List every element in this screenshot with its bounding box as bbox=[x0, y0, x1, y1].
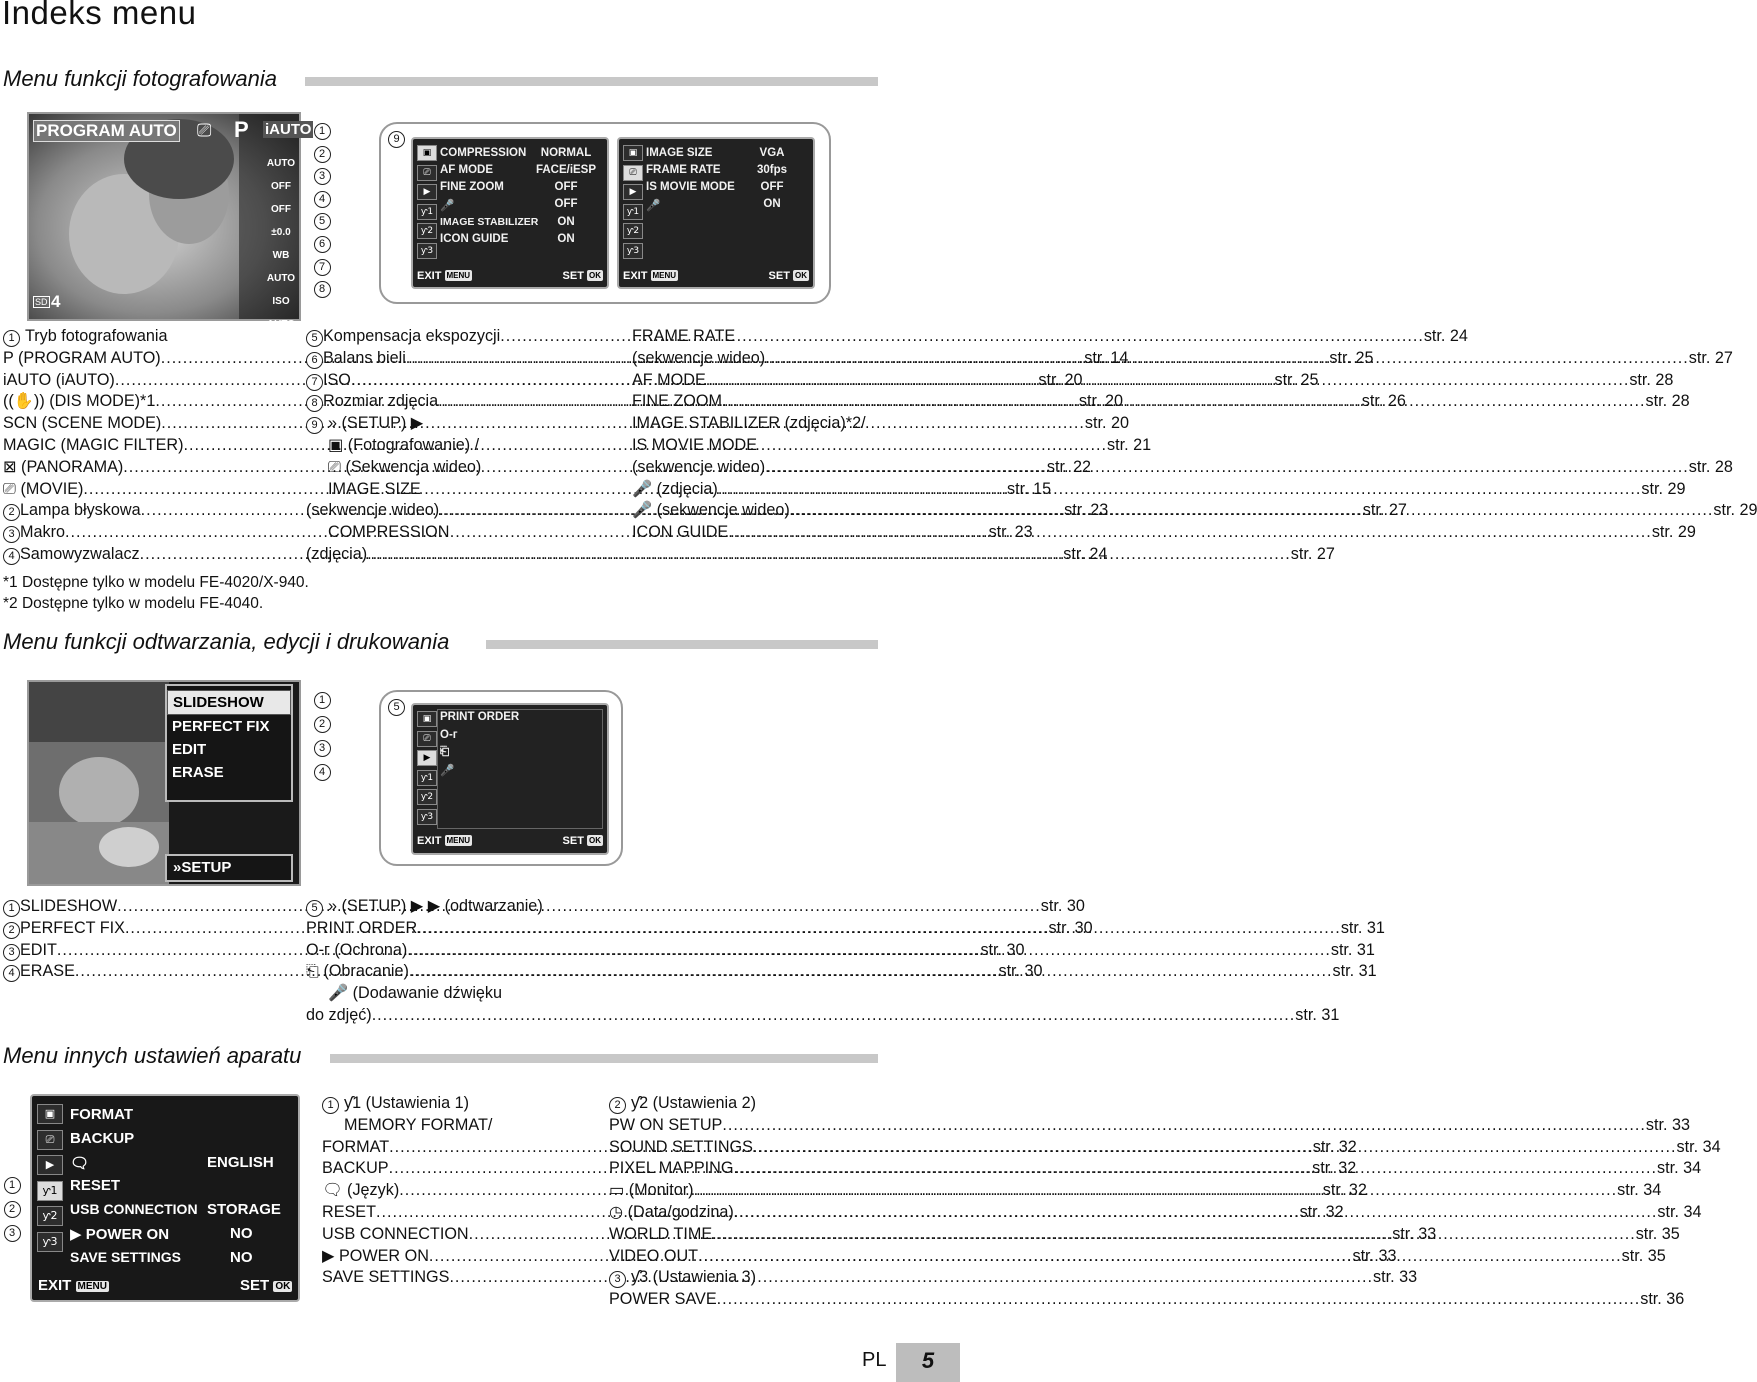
list-item: 5 Kompensacja ekspozycji ..... str. 24 bbox=[306, 326, 574, 348]
menu-item-sound-icon[interactable]: 🎤 bbox=[646, 200, 661, 212]
list-item: ▣ (Fotografowanie) / bbox=[328, 435, 480, 454]
list-item: BACKUP ..... str. 32 bbox=[322, 1158, 590, 1180]
list-item: POWER SAVE ..... str. 36 bbox=[609, 1289, 877, 1311]
list-item: AF MODE ..... str. 28 bbox=[632, 370, 877, 392]
tab-camera-icon[interactable]: ▣ bbox=[37, 1104, 63, 1124]
menu-item-image-stabilizer[interactable]: IMAGE STABILIZER bbox=[440, 216, 539, 228]
list-item: SOUND SETTINGS ..... str. 34 bbox=[609, 1137, 877, 1159]
callout-7: 7 bbox=[314, 259, 331, 276]
section-rule bbox=[486, 640, 878, 649]
callout-9: 9 bbox=[388, 131, 405, 148]
list-item: 3 ƴ3 (Ustawienia 3) bbox=[609, 1267, 877, 1289]
callout-3: 3 bbox=[314, 740, 331, 757]
list-item: (sekwencje wideo) ..... str. 28 bbox=[632, 457, 877, 479]
list-item: do zdjęć) ..... str. 31 bbox=[306, 1005, 574, 1027]
tab-setup3-icon[interactable]: ƴ3 bbox=[37, 1232, 63, 1252]
list-item: 4 Samowyzwalacz ..... str. 24 bbox=[3, 544, 271, 566]
list-item: 🎤 (Dodawanie dźwięku bbox=[328, 984, 503, 1003]
movie-icon: ⎚ bbox=[197, 120, 212, 141]
exit-button[interactable]: EXIT MENU bbox=[417, 835, 471, 847]
menu-item-is-movie-mode[interactable]: IS MOVIE MODE bbox=[646, 181, 735, 193]
list-item: 🎤 (sekwencje wideo) ..... str. 29 bbox=[632, 500, 877, 522]
list-item: 5 » (SETUP) ▶ ▶ (odtwarzanie) bbox=[306, 896, 574, 918]
callout-4: 4 bbox=[314, 191, 331, 208]
list-item: VIDEO OUT ..... str. 35 bbox=[609, 1246, 877, 1268]
iso-icon: ISO AUTO bbox=[266, 296, 296, 330]
menu-item-language-icon[interactable]: 🗨 bbox=[70, 1155, 90, 1172]
list-item: MAGIC (MAGIC FILTER) ..... str. 21 bbox=[3, 435, 271, 457]
list-item: WORLD TIME ..... str. 35 bbox=[609, 1224, 877, 1246]
list-item: ⊠ (PANORAMA) ..... str. 22 bbox=[3, 457, 271, 479]
ok-key-icon: OK bbox=[589, 836, 601, 845]
tab-playback-icon[interactable]: ▶ bbox=[37, 1155, 63, 1175]
menu-item-slideshow[interactable]: SLIDESHOW bbox=[167, 690, 291, 715]
tab-setup2-icon[interactable]: ƴ2 bbox=[623, 223, 643, 239]
shooting-menu-right bbox=[617, 137, 815, 289]
image-size-icon: 14M bbox=[271, 342, 291, 353]
list-item: 🎤 (zdjęcia) ..... str. 29 bbox=[632, 479, 877, 501]
playback-setup-menu bbox=[411, 703, 609, 855]
menu-item-save-settings[interactable]: SAVE SETTINGS bbox=[70, 1249, 181, 1265]
menu-value-save-settings: NO bbox=[230, 1249, 253, 1266]
menu-value-fine-zoom: OFF bbox=[554, 181, 578, 193]
tab-movie-icon[interactable]: ⎚ bbox=[37, 1130, 63, 1150]
menu-item-usb-connection[interactable]: USB CONNECTION bbox=[70, 1201, 198, 1217]
menu-value-is-movie-mode: OFF bbox=[760, 181, 784, 193]
menu-key-icon: MENU bbox=[77, 1281, 107, 1292]
list-item: 🗨 (Język) ..... str. 32 bbox=[322, 1180, 590, 1202]
program-mode-icon: P bbox=[234, 117, 249, 142]
list-item: RESET ..... str. 32 bbox=[322, 1202, 590, 1224]
list-item: ▭ (Monitor) ..... str. 34 bbox=[609, 1180, 877, 1202]
list-item: 1 SLIDESHOW ..... str. 30 bbox=[3, 896, 271, 918]
list-item: USB CONNECTION ..... str. 33 bbox=[322, 1224, 590, 1246]
menu-tabs bbox=[623, 145, 645, 262]
menu-item-compression[interactable]: COMPRESSION bbox=[440, 147, 527, 159]
list-item: MEMORY FORMAT/ bbox=[344, 1115, 493, 1134]
tab-playback-icon[interactable]: ▶ bbox=[417, 750, 437, 766]
footnote-1: *1 Dostępne tylko w modelu FE-4020/X-940. bbox=[3, 574, 309, 591]
callouts-settings bbox=[3, 1172, 21, 1244]
menu-value-icon-guide: ON bbox=[557, 233, 575, 245]
callout-2: 2 bbox=[314, 146, 331, 163]
list-item: 2 PERFECT FIX ..... str. 30 bbox=[3, 918, 271, 940]
playback-screen bbox=[27, 680, 301, 886]
callout-2: 2 bbox=[4, 1201, 21, 1218]
exit-button[interactable]: EXIT MENU bbox=[38, 1277, 107, 1294]
shots-remaining: 4 bbox=[51, 292, 61, 311]
list-item: FRAME RATE bbox=[632, 327, 736, 345]
callout-5: 5 bbox=[388, 699, 405, 716]
callout-5: 5 bbox=[314, 213, 331, 230]
page-title: Indeks menu bbox=[2, 0, 197, 31]
flash-auto-icon: AUTO bbox=[266, 158, 296, 169]
tab-camera-icon[interactable]: ▣ bbox=[417, 145, 437, 161]
settings-menu bbox=[30, 1094, 300, 1302]
list-item: ICON GUIDE ..... str. 29 bbox=[632, 522, 877, 544]
menu-item-backup[interactable]: BACKUP bbox=[70, 1130, 135, 1147]
section-title-shooting: Menu funkcji fotografowania bbox=[3, 66, 277, 91]
menu-value-image-stabilizer: ON bbox=[557, 216, 575, 228]
list-item: FORMAT ..... str. 32 bbox=[322, 1137, 590, 1159]
menu-item-icon-guide[interactable]: ICON GUIDE bbox=[440, 233, 509, 245]
setup-label: »SETUP bbox=[173, 859, 232, 876]
menu-item-sound-icon[interactable]: 🎤 bbox=[440, 765, 455, 777]
callout-2: 2 bbox=[314, 716, 331, 733]
list-item: (sekwencje wideo) ..... str. 27 bbox=[306, 500, 574, 522]
callout-1: 1 bbox=[314, 692, 331, 709]
photo-mother-baby bbox=[29, 114, 299, 319]
tab-movie-icon[interactable]: ⎚ bbox=[623, 165, 643, 181]
ok-key-icon: OK bbox=[275, 1281, 291, 1292]
ok-key-icon: OK bbox=[589, 271, 601, 280]
menu-item-reset[interactable]: RESET bbox=[70, 1177, 121, 1194]
tab-camera-icon[interactable]: ▣ bbox=[417, 711, 437, 727]
list-item: ▶ POWER ON ..... str. 33 bbox=[322, 1246, 590, 1268]
list-item: 1 Tryb fotografowania bbox=[3, 326, 271, 348]
menu-value-sound: ON bbox=[763, 198, 781, 210]
set-button[interactable]: SET OK bbox=[562, 270, 601, 282]
section-title-settings: Menu innych ustawień aparatu bbox=[3, 1043, 302, 1068]
menu-item-frame-rate[interactable]: FRAME RATE bbox=[646, 164, 721, 176]
tab-playback-icon[interactable]: ▶ bbox=[623, 184, 643, 200]
menu-tabs bbox=[417, 711, 439, 828]
callout-6: 6 bbox=[314, 236, 331, 253]
menu-value-power-on: NO bbox=[230, 1225, 253, 1242]
list-item: ◷ (Data/godzina) ..... str. 34 bbox=[609, 1202, 877, 1224]
tab-setup2-icon[interactable]: ƴ2 bbox=[37, 1206, 63, 1226]
menu-value-language: ENGLISH bbox=[207, 1154, 274, 1171]
tab-setup1-icon[interactable]: ƴ1 bbox=[37, 1181, 63, 1201]
language-tag: PL bbox=[862, 1349, 887, 1371]
list-item: SCN (SCENE MODE) ..... str. 20 bbox=[3, 413, 271, 435]
menu-panel bbox=[437, 709, 603, 829]
list-item: 2 ƴ2 (Ustawienia 2) bbox=[609, 1093, 877, 1115]
menu-item-sound-icon[interactable]: 🎤 bbox=[440, 200, 455, 212]
list-item: 2 Lampa błyskowa ..... str. 23 bbox=[3, 500, 271, 522]
tab-setup2-icon[interactable]: ƴ2 bbox=[417, 789, 437, 805]
footnote-2: *2 Dostępne tylko w modelu FE-4040. bbox=[3, 595, 264, 612]
menu-key-icon: MENU bbox=[652, 271, 677, 280]
list-item: 6 Balans bieli ..... str. 25 bbox=[306, 348, 574, 370]
list-item: ⎚ (Sekwencja wideo) bbox=[328, 457, 482, 476]
menu-item-print-order[interactable]: PRINT ORDER bbox=[440, 711, 520, 723]
list-item: ⎗ (Obracanie) ..... str. 31 bbox=[306, 961, 574, 983]
list-item: 4 ERASE ..... str. 30 bbox=[3, 961, 271, 983]
menu-value-image-size: VGA bbox=[759, 147, 785, 159]
set-button[interactable]: SET OK bbox=[562, 835, 601, 847]
menu-item-format[interactable]: FORMAT bbox=[70, 1106, 134, 1123]
callout-1: 1 bbox=[4, 1177, 21, 1194]
list-item: 3 EDIT ..... str. 30 bbox=[3, 940, 271, 962]
list-item: SAVE SETTINGS ..... str. 33 bbox=[322, 1267, 590, 1289]
list-item: PW ON SETUP ..... str. 33 bbox=[609, 1115, 877, 1137]
photo-playback bbox=[29, 682, 169, 884]
iauto-icon: iAUTO bbox=[265, 121, 312, 138]
tab-setup1-icon[interactable]: ƴ1 bbox=[623, 204, 643, 220]
menu-value-af-mode: FACE/iESP bbox=[535, 164, 597, 176]
menu-value-sound: OFF bbox=[554, 198, 578, 210]
menu-key-icon: MENU bbox=[446, 836, 471, 845]
setup-icon: » bbox=[278, 365, 284, 376]
tab-setup3-icon[interactable]: ƴ3 bbox=[623, 243, 643, 259]
tab-setup3-icon[interactable]: ƴ3 bbox=[417, 809, 437, 825]
menu-item-edit[interactable]: EDIT bbox=[172, 741, 207, 758]
callout-3: 3 bbox=[4, 1225, 21, 1242]
list-item: iAUTO (iAUTO) ..... str. 20 bbox=[3, 370, 271, 392]
callouts-shooting bbox=[313, 119, 331, 300]
menu-item-fine-zoom[interactable]: FINE ZOOM bbox=[440, 181, 504, 193]
menu-item-erase[interactable]: ERASE bbox=[172, 764, 224, 781]
menu-item-af-mode[interactable]: AF MODE bbox=[440, 164, 494, 176]
menu-item-rotate-icon[interactable]: ⎗ bbox=[440, 746, 450, 758]
sd-card-icon: SD bbox=[35, 297, 48, 307]
menu-value-usb-connection: STORAGE bbox=[207, 1201, 281, 1218]
menu-item-protect-icon[interactable]: O‑ᴦ bbox=[440, 729, 458, 741]
tab-camera-icon[interactable]: ▣ bbox=[623, 145, 643, 161]
menu-value-compression: NORMAL bbox=[540, 147, 592, 159]
list-item: FINE ZOOM ..... str. 28 bbox=[632, 391, 877, 413]
list-item: (zdjęcia) ..... str. 27 bbox=[306, 544, 574, 566]
list-item: 7 ISO ..... str. 25 bbox=[306, 370, 574, 392]
list-item: O‑ᴦ (Ochrona) ..... str. 31 bbox=[306, 940, 574, 962]
list-item: ((✋)) (DIS MODE)*1 ..... str. 20 bbox=[3, 391, 271, 413]
section-title-playback: Menu funkcji odtwarzania, edycji i drukowania bbox=[3, 629, 450, 654]
menu-tabs bbox=[37, 1104, 65, 1257]
callout-4: 4 bbox=[314, 764, 331, 781]
page-number: 5 bbox=[896, 1343, 960, 1382]
list-item: 8 Rozmiar zdjęcia ..... str. 26 bbox=[306, 391, 574, 413]
callout-8: 8 bbox=[314, 281, 331, 298]
menu-item-power-on[interactable]: ▶ POWER ON bbox=[70, 1226, 170, 1243]
list-item: PIXEL MAPPING ..... str. 34 bbox=[609, 1158, 877, 1180]
menu-key-icon: MENU bbox=[446, 271, 471, 280]
ok-key-icon: OK bbox=[795, 271, 807, 280]
wb-icon: WB AUTO bbox=[266, 250, 296, 284]
list-item: COMPRESSION bbox=[328, 523, 450, 542]
mode-label: PROGRAM AUTO bbox=[33, 120, 180, 142]
macro-off-icon: OFF bbox=[271, 181, 291, 192]
tab-playback-icon[interactable]: ▶ bbox=[417, 184, 437, 200]
set-button[interactable]: SET OK bbox=[240, 1277, 291, 1294]
list-item: (sekwencje wideo) ..... str. 27 bbox=[632, 348, 877, 370]
menu-item-perfect-fix[interactable]: PERFECT FIX bbox=[172, 718, 270, 735]
list-item: IMAGE STABILIZER (zdjęcia)*2/ bbox=[632, 414, 866, 433]
set-button[interactable]: SET OK bbox=[768, 270, 807, 282]
list-item: 9 » (SETUP) ▶ bbox=[306, 413, 574, 435]
selftimer-off-icon: OFF bbox=[271, 204, 291, 215]
setup-menu-tab[interactable] bbox=[165, 854, 293, 882]
list-item: IS MOVIE MODE bbox=[632, 435, 758, 454]
tab-setup1-icon[interactable]: ƴ1 bbox=[417, 204, 437, 220]
callouts-playback bbox=[313, 687, 331, 783]
tab-setup1-icon[interactable]: ƴ1 bbox=[417, 770, 437, 786]
menu-item-image-size[interactable]: IMAGE SIZE bbox=[646, 147, 713, 159]
shooting-menu-left bbox=[411, 137, 609, 289]
exit-button[interactable]: EXIT MENU bbox=[417, 270, 471, 282]
menu-tabs bbox=[417, 145, 439, 262]
tab-setup3-icon[interactable]: ƴ3 bbox=[417, 243, 437, 259]
playback-menu bbox=[165, 684, 293, 802]
list-item: IMAGE SIZE bbox=[328, 479, 421, 498]
section-rule bbox=[330, 1054, 878, 1063]
exposure-value: ±0.0 bbox=[271, 227, 291, 238]
list-item: 1 ƴ1 (Ustawienia 1) bbox=[322, 1093, 590, 1115]
list-item: ⎚ (MOVIE) ..... str. 15 bbox=[3, 479, 271, 501]
list-item: P (PROGRAM AUTO) ..... str. 14 bbox=[3, 348, 271, 370]
section-rule bbox=[305, 77, 878, 86]
tab-setup2-icon[interactable]: ƴ2 bbox=[417, 223, 437, 239]
tab-movie-icon[interactable]: ⎚ bbox=[417, 731, 437, 747]
list-item: 3 Makro ..... str. 23 bbox=[3, 522, 271, 544]
callout-3: 3 bbox=[314, 168, 331, 185]
callout-1: 1 bbox=[314, 123, 331, 140]
tab-movie-icon[interactable]: ⎚ bbox=[417, 165, 437, 181]
exit-button[interactable]: EXIT MENU bbox=[623, 270, 677, 282]
list-item: PRINT ORDER ..... str. 31 bbox=[306, 918, 574, 940]
menu-value-frame-rate: 30fps bbox=[756, 164, 788, 176]
